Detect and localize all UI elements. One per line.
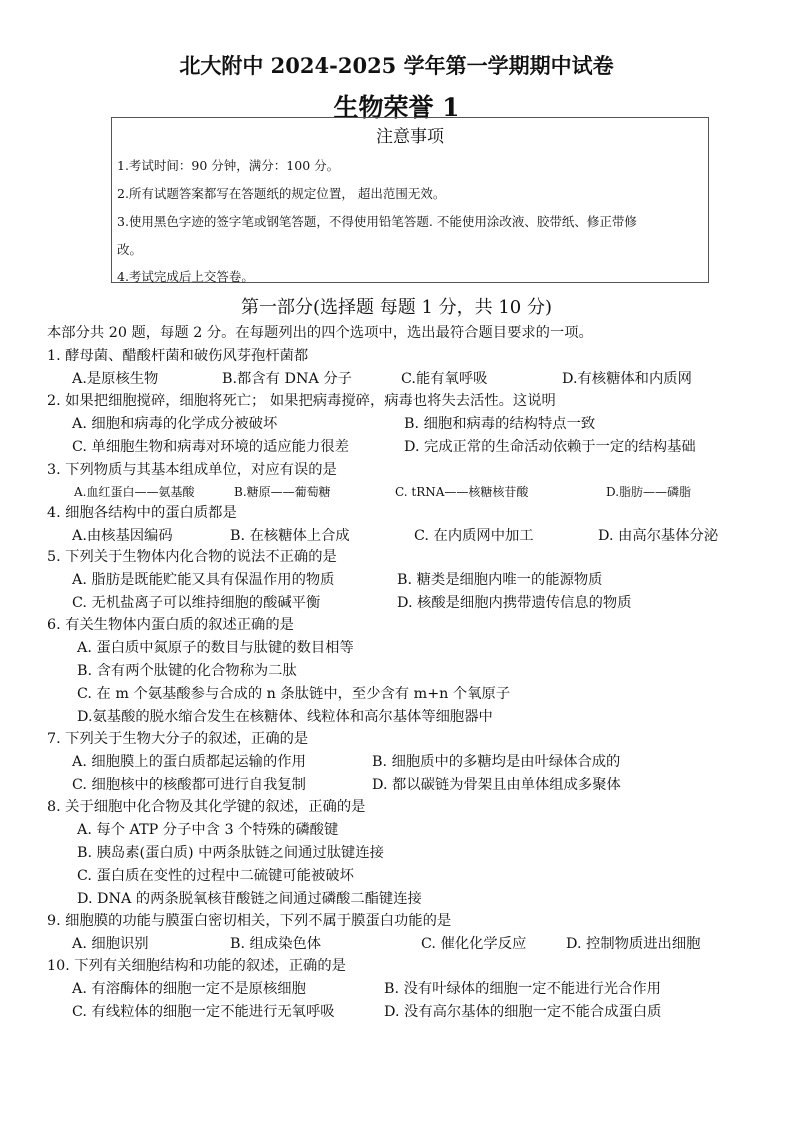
- question-2-option-d: D. 完成正常的生命活动依赖于一定的结构基础: [404, 439, 696, 455]
- exam-title: 北大附中 2024-2025 学年第一学期期中试卷: [179, 53, 614, 78]
- question-3-option-b: B.糖原——葡萄糖: [234, 485, 331, 499]
- question-6-option-c: C. 在 m 个氨基酸参与合成的 n 条肽链中，至少含有 m+n 个氧原子: [77, 686, 511, 702]
- question-1-stem: 1. 酵母菌、醋酸杆菌和破伤风芽孢杆菌都: [47, 348, 309, 364]
- question-3-option-d: D.脂肪——磷脂: [606, 485, 692, 499]
- question-9-option-b: B. 组成染色体: [230, 936, 322, 952]
- question-9-option-a: A. 细胞识别: [72, 936, 149, 952]
- question-4-option-b: B. 在核糖体上合成: [230, 528, 350, 544]
- question-7-option-b: B. 细胞质中的多糖均是由叶绿体合成的: [372, 754, 621, 770]
- notice-item: 4.考试完成后上交答卷。: [117, 269, 254, 284]
- question-4-option-c: C. 在内质网中加工: [414, 528, 534, 544]
- question-6-option-a: A. 蛋白质中氮原子的数目与肽键的数目相等: [77, 640, 354, 656]
- question-5-stem: 5. 下列关于生物体内化合物的说法不正确的是: [47, 549, 337, 565]
- question-8-option-a: A. 每个 ATP 分子中含 3 个特殊的磷酸键: [77, 822, 339, 838]
- question-10-stem: 10. 下列有关细胞结构和功能的叙述，正确的是: [47, 958, 346, 974]
- question-3-option-c: C. tRNA——核糖核苷酸: [395, 485, 529, 499]
- notice-item: 1.考试时间：90 分钟，满分：100 分。: [117, 158, 340, 173]
- question-10-option-b: B. 没有叶绿体的细胞一定不能进行光合作用: [384, 981, 661, 997]
- question-8-option-d: D. DNA 的两条脱氧核苷酸链之间通过磷酸二酯键连接: [77, 891, 422, 907]
- question-5-option-d: D. 核酸是细胞内携带遗传信息的物质: [397, 595, 632, 611]
- question-1-option-c: C.能有氧呼吸: [401, 371, 488, 387]
- question-4-option-d: D. 由高尔基体分泌: [598, 528, 719, 544]
- question-8-option-b: B. 胰岛素(蛋白质) 中两条肽链之间通过肽键连接: [77, 845, 384, 861]
- question-5-option-b: B. 糖类是细胞内唯一的能源物质: [397, 572, 603, 588]
- question-1-option-a: A.是原核生物: [72, 371, 159, 387]
- notice-title: 注意事项: [376, 127, 444, 147]
- section-title: 第一部分(选择题 每题 1 分，共 10 分): [240, 297, 552, 318]
- notice-item: 2.所有试题答案都写在答题纸的规定位置， 超出范围无效。: [117, 186, 446, 201]
- question-5-option-a: A. 脂肪是既能贮能又具有保温作用的物质: [72, 572, 335, 588]
- question-1-option-b: B.都含有 DNA 分子: [222, 371, 352, 387]
- question-6-option-d: D.氨基酸的脱水缩合发生在核糖体、线粒体和高尔基体等细胞器中: [77, 709, 493, 725]
- notice-item: 改。: [117, 242, 143, 257]
- exam-subtitle: 生物荣誉 1: [333, 93, 460, 122]
- notice-box: [111, 117, 709, 283]
- question-6-stem: 6. 有关生物体内蛋白质的叙述正确的是: [47, 617, 294, 633]
- question-2-option-b: B. 细胞和病毒的结构特点一致: [404, 416, 596, 432]
- question-2-stem: 2. 如果把细胞搅碎，细胞将死亡； 如果把病毒搅碎，病毒也将失去活性。这说明: [47, 393, 556, 409]
- question-9-stem: 9. 细胞膜的功能与膜蛋白密切相关，下列不属于膜蛋白功能的是: [47, 913, 452, 929]
- question-7-stem: 7. 下列关于生物大分子的叙述，正确的是: [47, 731, 309, 747]
- question-7-option-a: A. 细胞膜上的蛋白质都起运输的作用: [72, 754, 306, 770]
- question-2-option-a: A. 细胞和病毒的化学成分被破坏: [72, 416, 278, 432]
- question-10-option-d: D. 没有高尔基体的细胞一定不能合成蛋白质: [384, 1004, 662, 1020]
- question-10-option-a: A. 有溶酶体的细胞一定不是原核细胞: [72, 981, 306, 997]
- question-4-stem: 4. 细胞各结构中的蛋白质都是: [47, 505, 237, 521]
- question-7-option-d: D. 都以碳链为骨架且由单体组成多聚体: [372, 777, 621, 793]
- question-10-option-c: C. 有线粒体的细胞一定不能进行无氧呼吸: [72, 1004, 335, 1020]
- section-intro: 本部分共 20 题，每题 2 分。在每题列出的四个选项中，选出最符合题目要求的一项。: [47, 325, 593, 341]
- question-6-option-b: B. 含有两个肽键的化合物称为二肽: [77, 663, 297, 679]
- question-3-option-a: A.血红蛋白——氨基酸: [74, 485, 195, 499]
- question-3-stem: 3. 下列物质与其基本组成单位，对应有误的是: [47, 462, 337, 478]
- question-8-option-c: C. 蛋白质在变性的过程中二硫键可能被破坏: [77, 868, 354, 884]
- question-4-option-a: A.由核基因编码: [72, 528, 173, 544]
- notice-item: 3.使用黑色字迹的签字笔或钢笔答题，不得使用铅笔答题. 不能使用涂改液、胶带纸、修正带修: [117, 214, 637, 229]
- question-1-option-d: D.有核糖体和内质网: [562, 371, 692, 387]
- question-9-option-c: C. 催化化学反应: [421, 936, 527, 952]
- question-8-stem: 8. 关于细胞中化合物及其化学键的叙述，正确的是: [47, 799, 366, 815]
- question-5-option-c: C. 无机盐离子可以维持细胞的酸碱平衡: [72, 595, 321, 611]
- question-2-option-c: C. 单细胞生物和病毒对环境的适应能力很差: [72, 439, 349, 455]
- question-7-option-c: C. 细胞核中的核酸都可进行自我复制: [72, 777, 306, 793]
- question-9-option-d: D. 控制物质进出细胞: [566, 936, 701, 952]
